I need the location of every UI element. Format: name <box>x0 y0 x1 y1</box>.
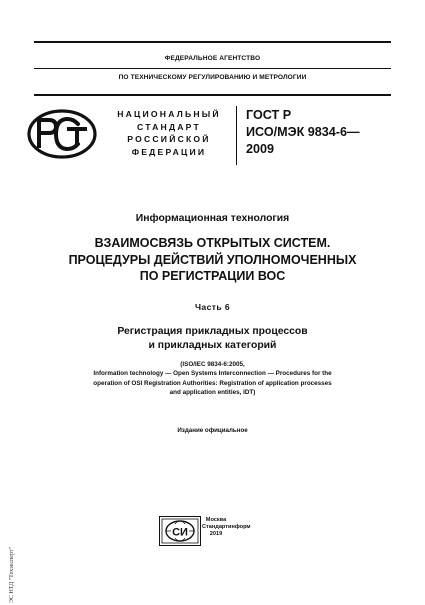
agency-name-line1: ФЕДЕРАЛЬНОЕ АГЕНТСТВО <box>164 55 261 62</box>
subtitle-line: Регистрация прикладных процессов <box>117 326 308 337</box>
standard-word-3: РОССИЙСКОЙ <box>127 134 211 145</box>
publisher-name: Стандартинформ <box>202 524 251 531</box>
agency-name-line2: ПО ТЕХНИЧЕСКОМУ РЕГУЛИРОВАНИЮ И МЕТРОЛОГИИ <box>118 74 307 81</box>
side-stamp-text: ЭС НТД "Техэксперт" <box>9 547 15 603</box>
subtitle-line: и прикладных категорий <box>148 339 277 351</box>
publisher-city: Москва <box>205 517 227 523</box>
publication-year: 2019 <box>209 531 223 538</box>
standard-word-4: ФЕДЕРАЦИИ <box>131 146 207 157</box>
reference-line: operation of OSI Registration Authorities: Registration of application processes <box>93 379 332 387</box>
international-reference <box>20 360 405 397</box>
gost-code-line3: 2009 <box>246 142 275 156</box>
document-part: Часть 6 <box>194 302 231 312</box>
reference-line: Information technology — Open Systems Interconnection — Procedures for the <box>93 370 332 378</box>
standard-word-2: СТАНДАРТ <box>137 121 201 132</box>
side-stamp <box>5 545 19 605</box>
reference-line: and application entities, IDT) <box>169 388 256 396</box>
title-line: ВЗАИМОСВЯЗЬ ОТКРЫТЫХ СИСТЕМ. <box>94 236 331 250</box>
gost-code-line2: ИСО/МЭК 9834-6— <box>246 125 360 139</box>
rst-certification-mark-icon <box>26 108 98 160</box>
document-subject: Информационная технология <box>135 213 290 224</box>
vertical-divider <box>236 106 237 165</box>
document-title <box>20 235 405 285</box>
header-bottom-rule <box>34 94 391 96</box>
title-line: ПРОЦЕДУРЫ ДЕЙСТВИЙ УПОЛНОМОЧЕННЫХ <box>68 252 357 267</box>
header-divider <box>34 68 391 69</box>
reference-line: (ISO/IEC 9834-6:2005, <box>180 361 245 368</box>
national-standard-label <box>108 108 230 158</box>
gost-designation <box>246 107 396 158</box>
edition-label: Издание официальное <box>177 427 248 434</box>
document-subtitle <box>20 325 405 352</box>
logo-letters: СИ <box>172 526 188 539</box>
standard-word-1: НАЦИОНАЛЬНЫЙ <box>117 109 221 119</box>
gost-code-line1: ГОСТ Р <box>246 108 292 122</box>
standartinform-logo-icon <box>159 516 201 546</box>
publisher-block <box>202 517 251 539</box>
top-rule <box>34 41 391 43</box>
title-line: ПО РЕГИСТРАЦИИ ВОС <box>139 269 286 283</box>
